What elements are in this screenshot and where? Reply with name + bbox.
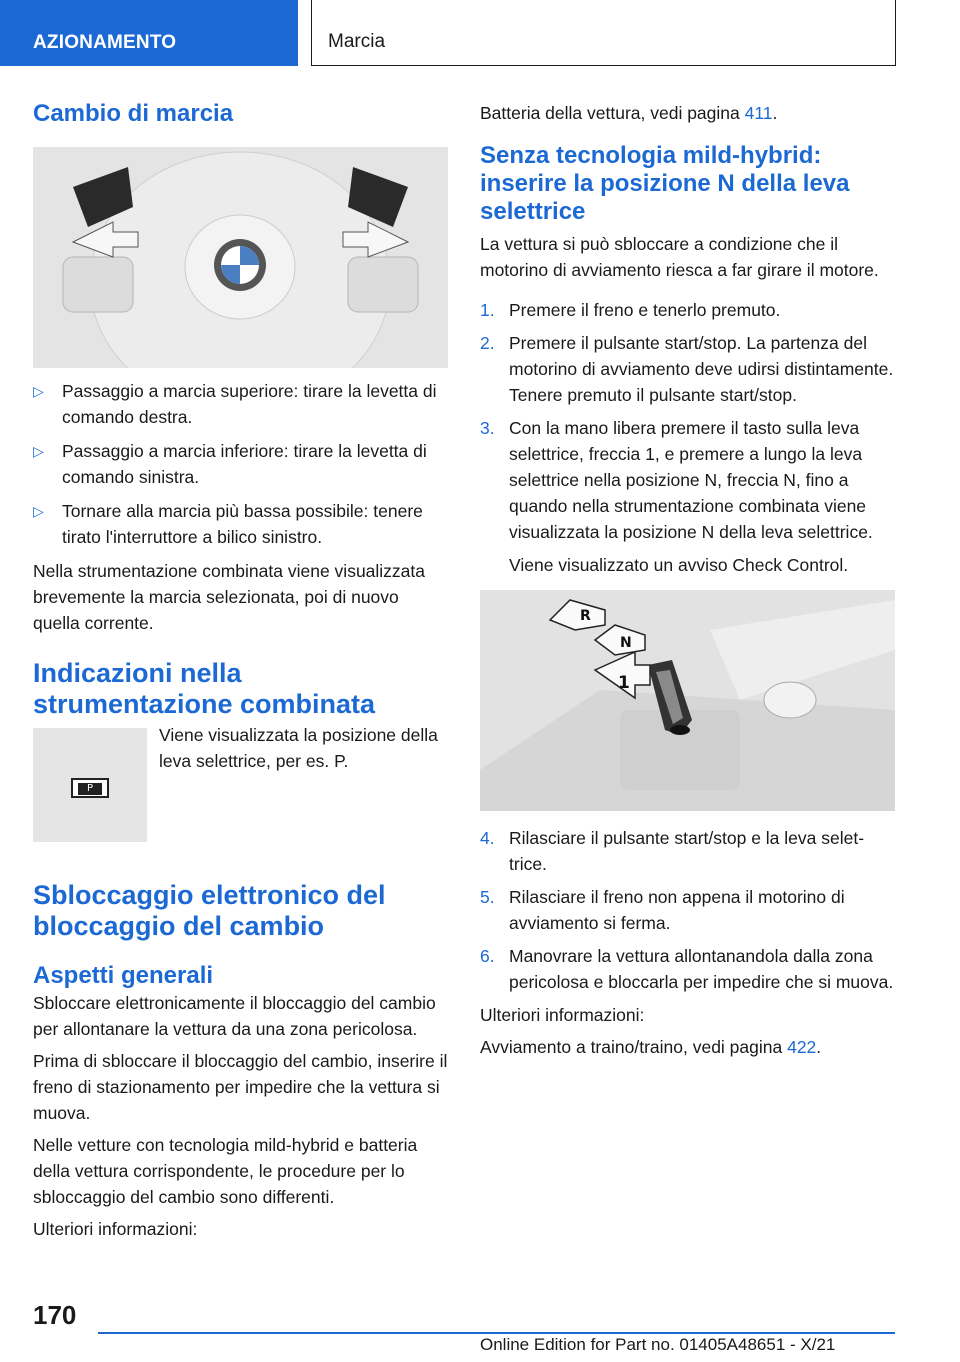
heading-no-hybrid: Senza tecnologia mild-hybrid: inserire la posizione N della leva selettrice (480, 142, 850, 225)
general-paragraph-2: Prima di sbloccare il bloccaggio del cambio, inserire il freno di stazionamento per impedire che la vettura si muova. (33, 1051, 448, 1123)
tow-reference: Avviamento a traino/traino, vedi pagina 422. (480, 1037, 822, 1057)
list-item: 4. Rilasciare il pulsante start/stop e la leva selettrice. (480, 828, 865, 874)
edition-text: Online Edition for Part no. 01405A48651 - X/21 (480, 1335, 836, 1354)
triangle-bullet-icon: ▷ (33, 383, 44, 399)
general-paragraph-1: Sbloccare elettronicamente il bloccaggio del cambio per allontanare la vettura da una zona pericolosa. (33, 993, 436, 1039)
steps-list-b (480, 825, 895, 995)
lever-label-r: R (580, 608, 591, 624)
steps-list-a (480, 297, 895, 578)
lever-label-1: 1 (618, 673, 630, 693)
lever-label-n: N (620, 635, 632, 651)
list-item: ▷ Passaggio a marcia superiore: tirare la levetta di comando destra. (33, 378, 448, 430)
general-paragraph-3: Nelle vetture con tecnologia mild-hybrid e batteria della vettura corrispondente, le procedure per lo sbloccaggio del cambio sono differenti. (33, 1135, 418, 1207)
list-item: ▷ Passaggio a marcia inferiore: tirare la levetta di comando sinistra. (33, 438, 448, 490)
step3-note: Viene visualizzato un avviso Check Control. (509, 555, 849, 575)
heading-unlock: Sbloccaggio elettronico del bloccaggio del cambio (33, 880, 386, 941)
gear-indicator-inner: P (78, 783, 102, 795)
list-item: 2. Premere il pulsante start/stop. La partenza del motorino di avviamento deve udirsi distintamente. Tenere premuto il pulsante start/stop. (480, 333, 894, 405)
battery-page-link[interactable]: 411 (744, 103, 773, 123)
list-item: ▷ Tornare alla marcia più bassa possibile: tenere tirato l'interruttore a bilico sinistro. (33, 498, 448, 550)
page-number: 170 (33, 1300, 77, 1330)
gear-lever-illustration (480, 590, 895, 811)
list-item: 3. Con la mano libera premere il tasto sulla leva selettrice, freccia 1, e premere a lungo la leva selettrice nella posizione N, freccia N, fino a quando nella strumentazione combinata viene visualizzata la posizione N della leva selettrice. Viene visualizzato un avviso Check Control. (480, 415, 895, 578)
heading-cluster: Indicazioni nella strumentazione combinata (33, 658, 376, 719)
cluster-text: Viene visualizzata la posizione della leva selettrice, per es. P. (159, 725, 438, 771)
list-item: 5. Rilasciare il freno non appena il motorino di avviamento si ferma. (480, 887, 845, 933)
heading-shift: Cambio di marcia (33, 100, 234, 127)
list-item: 6. Manovrare la vettura allontanandola dalla zona pericolosa e bloccarla per impedire che si muova. (480, 946, 894, 992)
tow-page-link[interactable]: 422 (787, 1037, 817, 1057)
page-header (0, 0, 960, 66)
steering-wheel-image (33, 147, 448, 368)
left-column (33, 100, 448, 1248)
more-info-label: Ulteriori informazioni: (480, 1005, 645, 1025)
steering-wheel-illustration (33, 147, 448, 368)
chapter-title: Marcia (311, 0, 896, 66)
battery-reference: Batteria della vettura, vedi pagina 411. (480, 103, 778, 123)
shift-bullet-list (33, 378, 448, 550)
triangle-bullet-icon: ▷ (33, 503, 44, 519)
heading-general: Aspetti generali (33, 962, 214, 989)
more-info-label: Ulteriori informazioni: (33, 1219, 198, 1239)
footer-divider (98, 1332, 895, 1334)
cluster-block (33, 722, 448, 852)
cluster-display-image (33, 728, 147, 842)
right-column (480, 100, 895, 1066)
shift-paragraph: Nella strumentazione combinata viene visualizzata brevemente la marcia selezionata, poi di nuovo quella corrente. (33, 561, 426, 633)
gear-lever-image (480, 590, 895, 811)
no-hybrid-intro: La vettura si può sbloccare a condizione che il motorino di avviamento riesca a far girare il motore. (480, 234, 879, 280)
section-title: AZIONAMENTO (0, 0, 298, 66)
triangle-bullet-icon: ▷ (33, 443, 44, 459)
list-item: 1. Premere il freno e tenerlo premuto. (480, 300, 781, 320)
gear-indicator-icon (71, 778, 109, 798)
